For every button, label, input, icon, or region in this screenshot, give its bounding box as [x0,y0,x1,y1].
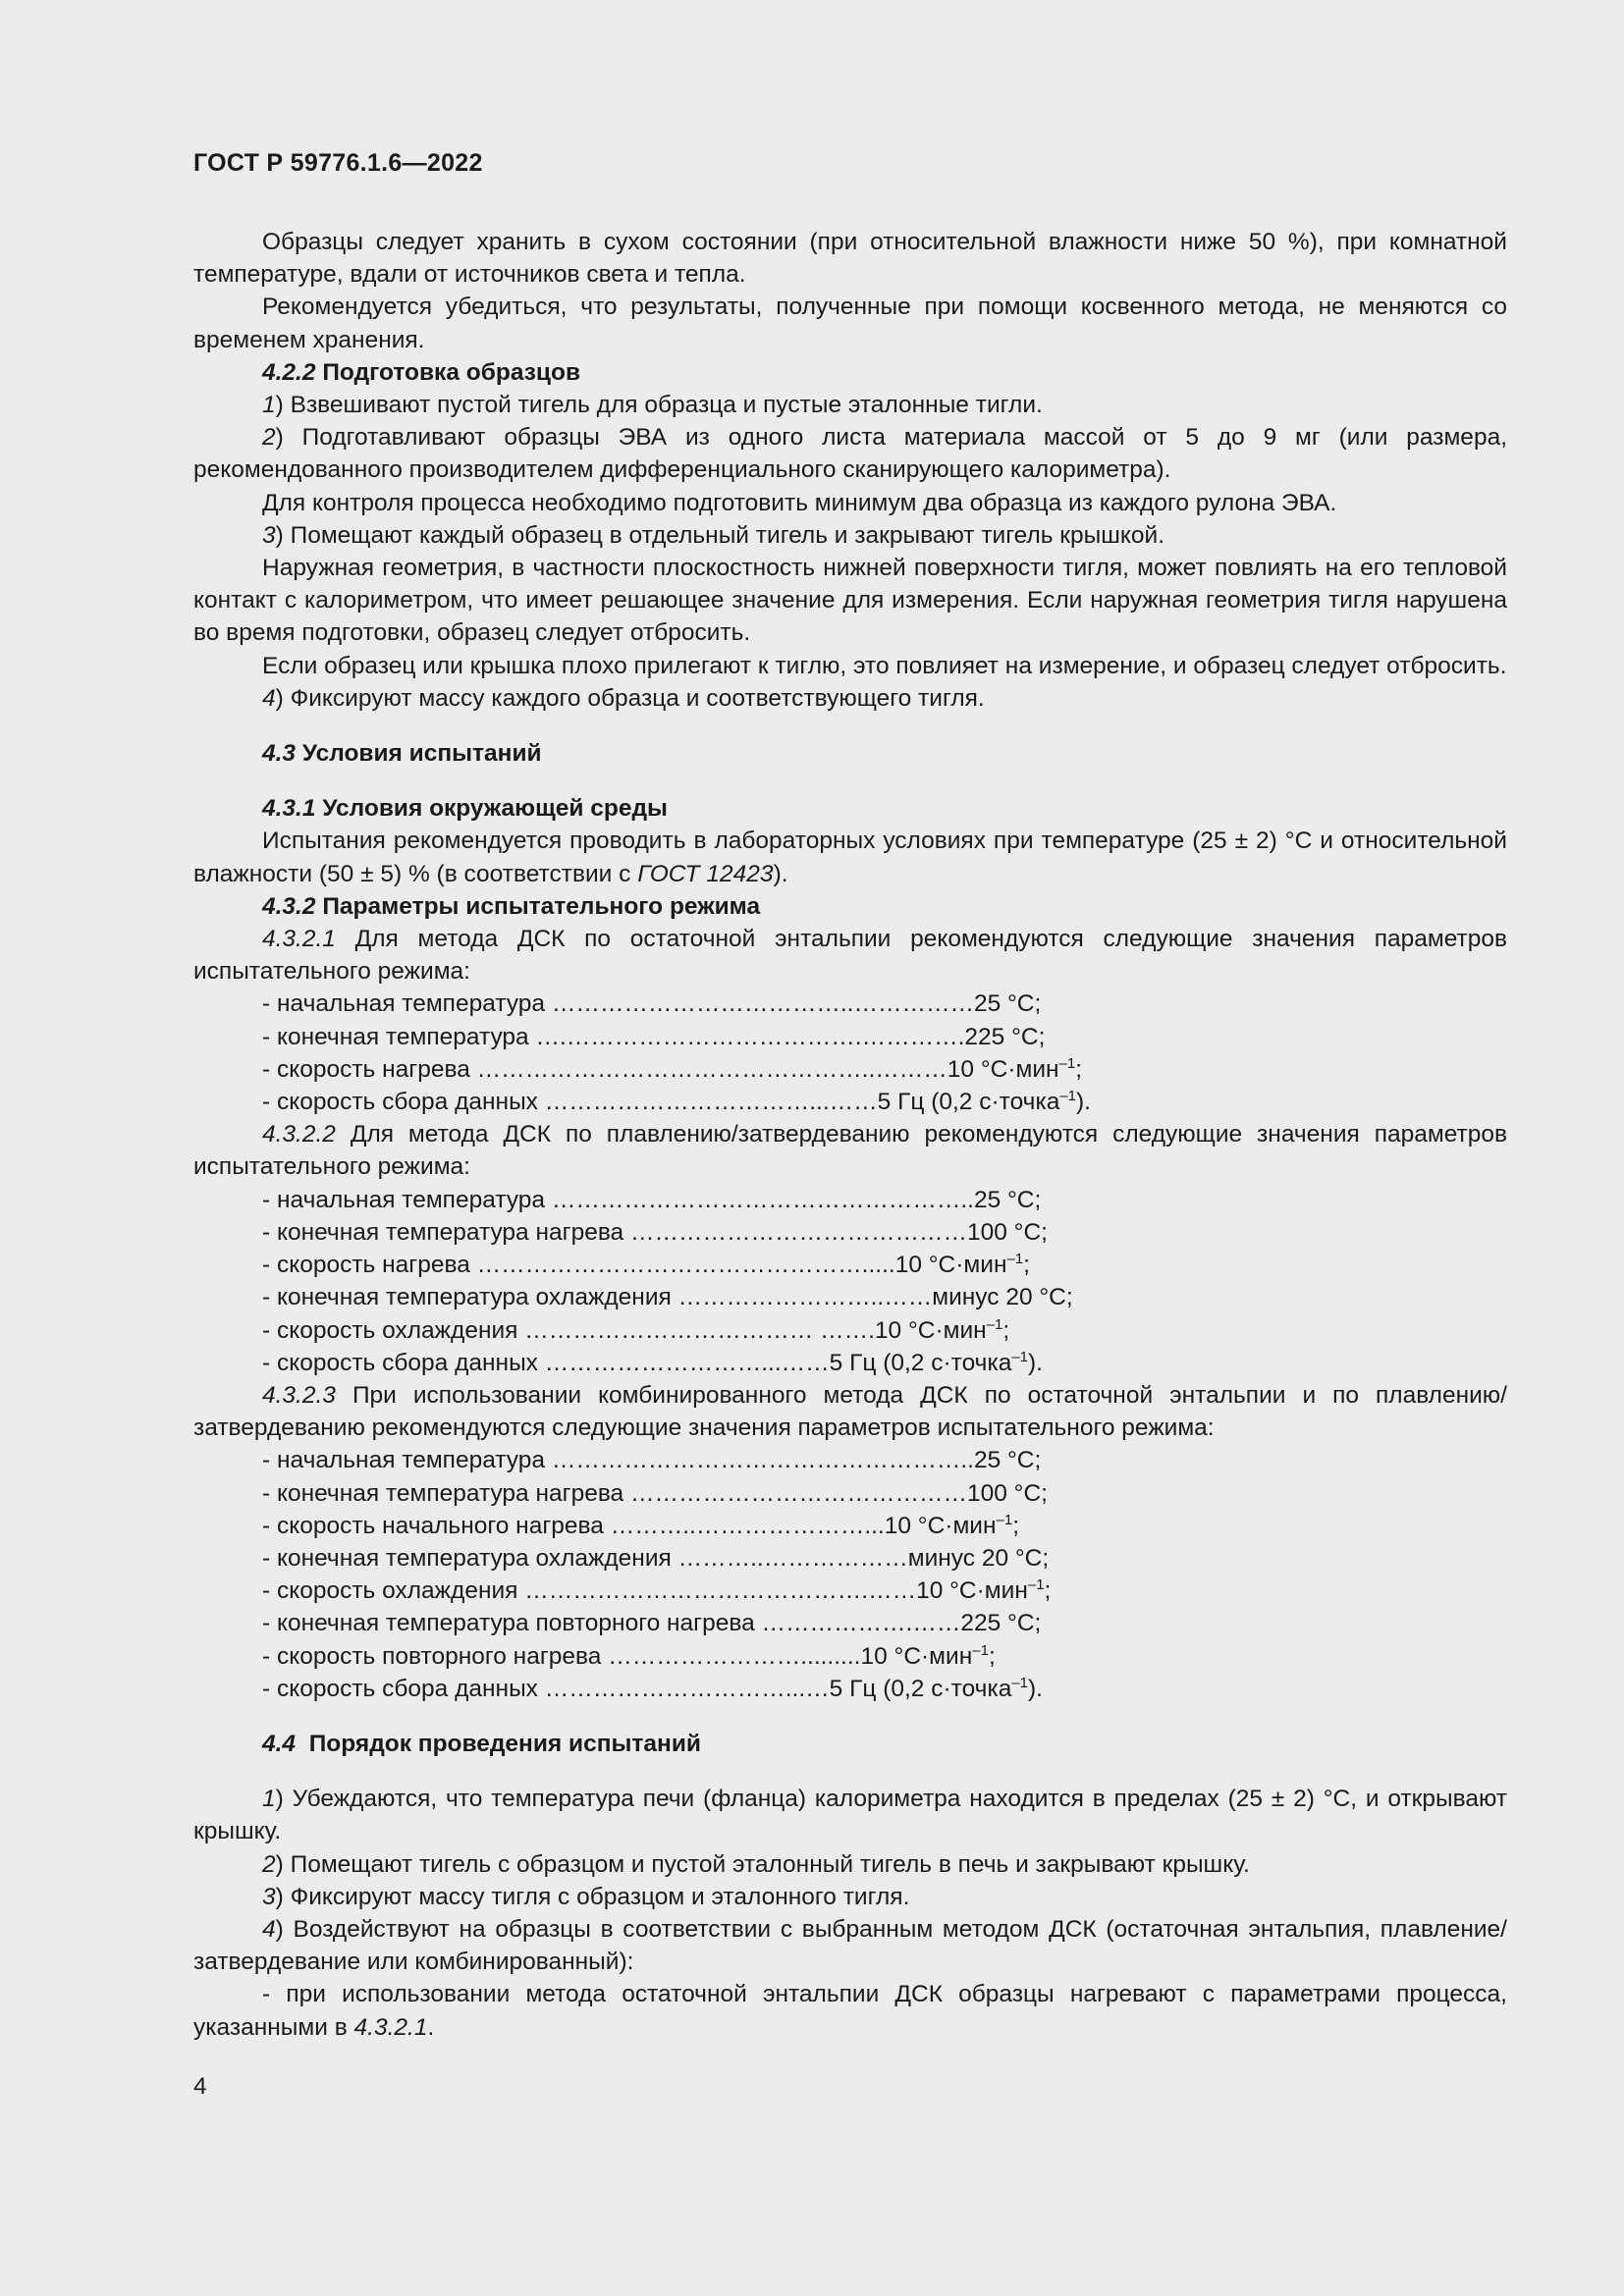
leader-dots: …………………………………… [630,1218,967,1246]
parameter-item [262,1281,1507,1313]
parameter-label: - скорость нагрева [262,1252,477,1279]
superscript: –1 [1059,1088,1077,1105]
step-text: ) Фиксируют массу каждого образца и соответствующего тигля. [275,684,985,712]
paragraph: Если образец или крышка плохо прилегают к тиглю, это повлияет на измерение, и образец следует отбросить. [262,652,1507,679]
clause-reference: 4.3.2.1 [353,2013,428,2041]
step-number: 4 [262,1915,276,1943]
parameter-item [262,1249,1507,1281]
parameter-value: 10 °C·мин [947,1055,1059,1083]
standard-reference: ГОСТ 12423 [637,860,774,887]
parameter-value: 10 °C·мин [916,1577,1028,1605]
paragraph: Образцы следует хранить в сухом состоянии (при относительной влажности ниже 50 %), при комнатной температуре, вдали от источников света и тепла. [193,229,1507,289]
step-number: 2 [262,424,276,452]
punctuation: ). [1028,1349,1043,1376]
section-title: Параметры испытательного режима [322,892,761,920]
parameter-item [262,1477,1507,1510]
parameter-value: 100 °C; [967,1218,1048,1246]
leader-dots: …………………………………………..... [476,1252,895,1279]
text: Испытания рекомендуется проводить в лабораторных условиях при температуре (25 ± 2) °C и относительной влажности (50 ± 5) % (в соответствии с [193,828,1507,887]
punctuation: ; [1044,1577,1052,1605]
step-text: ) Убеждаются, что температура печи (фланца) калориметра находится в пределах (25 ± 2) °C, и открывают крышку. [193,1786,1507,1845]
superscript: –1 [996,1511,1013,1528]
text: ). [773,860,788,887]
text: - при использовании метода остаточной энтальпии ДСК образцы нагревают с параметрами процесса, указанными в [193,1981,1507,2041]
step-4 [193,1913,1507,1978]
step-1 [193,389,1507,421]
parameter-label: - конечная температура [262,1023,536,1050]
step-number: 3 [262,521,276,549]
step-3 [193,1881,1507,1913]
parameter-label: - начальная температура [262,1186,552,1213]
leader-dots: ……………………..…… [677,1284,933,1311]
clause-4-3-2-1 [193,923,1507,988]
punctuation: ; [988,1642,996,1670]
step-text: ) Фиксируют массу тигля с образцом и эталонного тигля. [275,1883,910,1910]
parameter-label: - скорость сбора данных [262,1675,545,1702]
parameter-item [262,1216,1507,1249]
parameter-item [262,1184,1507,1216]
page-body [193,226,1507,2044]
step-text: ) Воздействуют на образцы в соответствии с выбранным методом ДСК (остаточная энтальпия, плавление/затвердевание или комбинированный): [193,1915,1507,1976]
punctuation: ; [1012,1512,1020,1539]
step-3 [193,519,1507,552]
parameter-label: - конечная температура охлаждения [262,1284,678,1311]
step-4 [193,682,1507,715]
clause-number: 4.3.2.1 [262,926,336,953]
clause-4-3-2-2 [193,1118,1507,1183]
punctuation: ). [1076,1089,1091,1116]
section-title: Порядок проведения испытаний [308,1730,701,1757]
parameter-label: - скорость охлаждения [262,1577,525,1605]
paragraph [193,825,1507,889]
punctuation: ). [1028,1675,1043,1702]
step-number: 2 [262,1850,276,1878]
page-number: 4 [193,2073,207,2100]
parameter-value: 5 Гц (0,2 с·точка [877,1089,1060,1116]
parameter-value: 225 °C; [964,1023,1046,1050]
punctuation: ; [1023,1252,1030,1279]
section-heading-4-3-2 [193,890,1507,923]
parameter-label: - скорость повторного нагрева [262,1642,609,1670]
step-text: ) Помещают тигель с образцом и пустой эталонный тигель в печь и закрывают крышку. [275,1850,1250,1878]
step-1 [193,1783,1507,1847]
step-2 [193,421,1507,486]
leader-dots: ……………………………...…… [544,1089,878,1116]
parameter-label: - начальная температура [262,1447,552,1474]
leader-dots: …………………………...… [544,1675,830,1702]
clause-number: 4.3.2.2 [262,1121,336,1148]
parameter-label: - конечная температура повторного нагрева [262,1610,762,1637]
clause-number: 4.3.2.3 [262,1381,336,1409]
document-header: ГОСТ Р 59776.1.6—2022 [193,149,483,177]
clause-4-3-2-3 [193,1379,1507,1444]
parameter-label: - конечная температура охлаждения [262,1544,678,1572]
leader-dots: …………………………………… [630,1479,967,1507]
section-title: Условия окружающей среды [322,795,668,823]
parameter-value: минус 20 °C; [932,1284,1073,1311]
section-heading-4-3-1 [193,792,1507,825]
section-number: 4.3 [262,740,297,768]
clause-text: Для метода ДСК по остаточной энтальпии рекомендуются следующие значения параметров испытательного режима: [193,926,1507,986]
parameter-value: 10 °C·мин [884,1512,997,1539]
parameter-label: - скорость сбора данных [262,1349,545,1376]
parameter-item [262,1347,1507,1379]
parameter-item [262,1086,1507,1118]
section-number: 4.2.2 [262,358,316,386]
parameter-value: 25 °C; [973,1447,1042,1474]
leader-dots: ……………………………… ……. [524,1316,875,1344]
parameter-list [193,988,1507,1118]
section-heading-4-4 [193,1728,1507,1760]
parameter-label: - скорость нагрева [262,1055,477,1083]
step-text: ) Помещают каждый образец в отдельный тигель и закрывают тигель крышкой. [275,521,1165,549]
parameter-item [262,1444,1507,1476]
parameter-item [262,1314,1507,1347]
leader-dots: ………..……………… [677,1544,908,1572]
paragraph: Для контроля процесса необходимо подготовить минимум два образца из каждого рулона ЭВА. [262,489,1337,516]
parameter-label: - скорость охлаждения [262,1316,525,1344]
step-number: 3 [262,1883,276,1910]
superscript: –1 [1011,1348,1029,1365]
parameter-label: - скорость начального нагрева [262,1512,611,1539]
step-text: ) Взвешивают пустой тигель для образца и пустые эталонные тигли. [275,392,1043,419]
superscript: –1 [972,1641,989,1659]
parameter-item [262,1510,1507,1542]
parameter-value: 5 Гц (0,2 с·точка [829,1675,1012,1702]
section-number: 4.4 [262,1730,297,1757]
parameter-item [262,1053,1507,1086]
parameter-value: 25 °C; [973,990,1042,1018]
clause-text: Для метода ДСК по плавлению/затвердеванию рекомендуются следующие значения параметров испытательного режима: [193,1121,1507,1181]
leader-dots: ……………….…… [761,1610,961,1637]
parameter-value: 100 °C; [967,1479,1048,1507]
parameter-item [262,1542,1507,1575]
leader-dots: ….……………………………….…………. [535,1023,965,1050]
parameter-item [262,1673,1507,1705]
parameter-label: - скорость сбора данных [262,1089,545,1116]
parameter-value: 10 °C·мин [894,1252,1007,1279]
step-number: 4 [262,684,276,712]
parameter-value: минус 20 °C; [907,1544,1050,1572]
punctuation: ; [1075,1055,1083,1083]
parameter-item [262,1640,1507,1673]
section-title: Подготовка образцов [322,358,581,386]
parameter-value: 10 °C·мин [874,1316,987,1344]
leader-dots: ………………………...…… [544,1349,830,1376]
leader-dots: ……………………......... [608,1642,861,1670]
punctuation: ; [1002,1316,1010,1344]
step-number: 1 [262,1786,276,1813]
clause-text: При использовании комбинированного метода ДСК по остаточной энтальпии и по плавлению/затвердеванию рекомендуются следующие значения параметров испытательного режима: [193,1381,1507,1442]
superscript: –1 [1058,1054,1076,1072]
step-number: 1 [262,392,276,419]
parameter-item [262,1575,1507,1607]
leader-dots: …………………………………………….. [551,1447,974,1474]
text: . [427,2013,435,2041]
parameter-value: 5 Гц (0,2 с·точка [829,1349,1012,1376]
parameter-list [193,1444,1507,1705]
section-title: Условия испытаний [301,740,542,768]
parameter-value: 10 °C·мин [860,1642,973,1670]
leader-dots: …………………………………….…… [524,1577,917,1605]
paragraph: Наружная геометрия, в частности плоскостность нижней поверхности тигля, может повлиять на его тепловой контакт с калориметром, что имеет решающее значение для измерения. Если наружная геометрия тигля нарушена во время подготовки, образец следует отбросить. [193,555,1507,647]
parameter-label: - конечная температура нагрева [262,1218,630,1246]
superscript: –1 [1027,1576,1045,1594]
leader-dots: …………………………………………….. [551,1186,974,1213]
superscript: –1 [1006,1251,1024,1268]
leader-dots: ………………………………..…………… [551,990,974,1018]
paragraph: Рекомендуется убедиться, что результаты, полученные при помощи косвенного метода, не меняются со временем хранения. [193,294,1507,353]
parameter-item [262,988,1507,1020]
section-heading-4-2-2 [193,356,1507,389]
parameter-label: - конечная температура нагрева [262,1479,630,1507]
superscript: –1 [986,1315,1003,1333]
step-text: ) Подготавливают образцы ЭВА из одного листа материала массой от 5 до 9 мг (или размера, рекомендованного производителем дифференциального сканирующего калориметра). [193,424,1507,484]
section-number: 4.3.2 [262,892,316,920]
parameter-list [193,1184,1507,1379]
parameter-item [262,1607,1507,1639]
section-heading-4-3 [193,737,1507,770]
parameter-value: 25 °C; [973,1186,1042,1213]
parameter-label: - начальная температура [262,990,552,1018]
leader-dots: …………………………………………..……… [476,1055,947,1083]
list-item [193,1978,1507,2043]
leader-dots: ………..…………………... [610,1512,885,1539]
parameter-item [262,1021,1507,1053]
section-number: 4.3.1 [262,795,316,823]
superscript: –1 [1011,1674,1029,1691]
parameter-value: 225 °C; [960,1610,1042,1637]
step-2 [193,1848,1507,1881]
